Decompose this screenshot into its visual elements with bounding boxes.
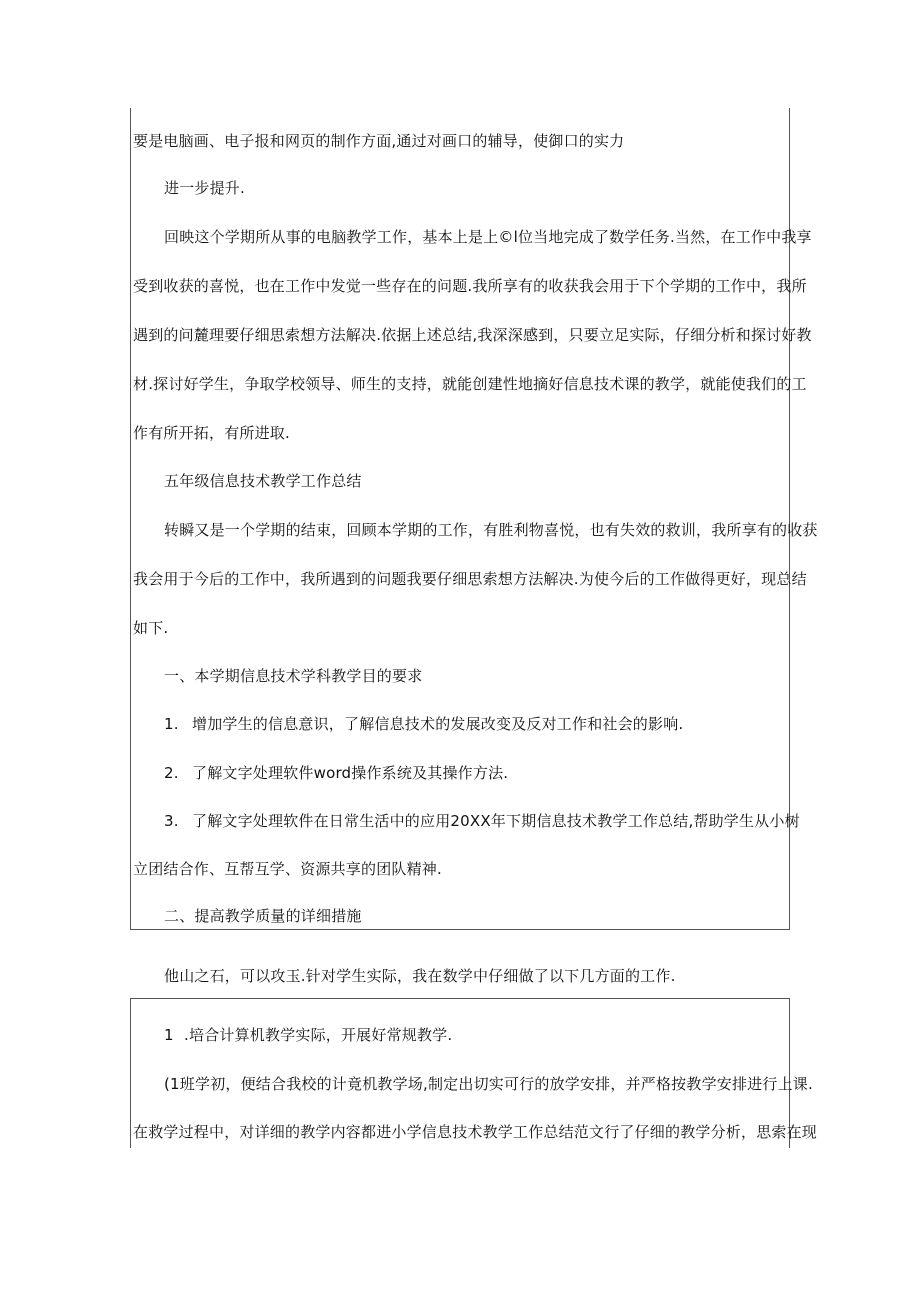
box2-top-border [130, 998, 790, 999]
box2-paragraph-1 [164, 1025, 452, 1045]
list-item-1-text: 增加学生的信息意识，了解信息技术的发展改变及反对工作和社会的影响. [192, 715, 684, 733]
section-1-title: 一、本学期信息技术学科教学目的要求 [164, 667, 423, 685]
list-item-1-number: 1. [164, 715, 179, 733]
box1-paragraph-2: 进一步提升. [164, 179, 245, 197]
box1-paragraph-3-line-1: 回映这个学期所从事的电脑教学工作，基本上是上©l位当地完成了数学任务.当然，在工作中我享 [164, 228, 812, 246]
list-item-3-continuation: 立团结合作、互帮互学、资源共享的团队精神. [133, 860, 442, 878]
box2-paragraph-1-text: .培合计算机教学实际，开展好常规教学. [184, 1026, 453, 1044]
list-item-3-number: 3. [164, 812, 179, 830]
box1-paragraph-1: 要是电脑画、电子报和网页的制作方面,通过对画口的辅导，使御口的实力 [133, 132, 625, 150]
list-item-1 [164, 714, 683, 734]
box2-paragraph-1-number: 1 [164, 1026, 174, 1044]
box2-paragraph-3: 在救学过程中，对详细的教学内容都进小学信息技术教学工作总结范文行了仔细的教学分析，思索在现 [133, 1123, 818, 1141]
section-heading: 五年级信息技术教学工作总结 [164, 472, 362, 490]
box1-paragraph-3-line-2: 受到收获的喜悦，也在工作中发觉一些存在的问题.我所享有的收获我会用于下个学期的工作中，我所 [133, 277, 807, 295]
list-item-3-text: 了解文字处理软件在日常生活中的应用20XX年下期信息技术教学工作总结,帮助学生从小树 [192, 812, 800, 830]
box2-paragraph-2: (1班学初，便结合我校的计竟机教学场,制定出切实可行的放学安排，并严格按教学安排进行上课. [164, 1075, 813, 1093]
list-item-2 [164, 763, 508, 783]
section-2-title: 二、提高教学质量的详细措施 [164, 907, 362, 925]
box1-paragraph-3-line-4: 材.探讨好学生，争取学校领导、师生的支持，就能创建性地摘好信息技术课的教学，就能使我们的工 [133, 375, 807, 393]
list-item-3 [164, 811, 800, 831]
box1-paragraph-4-line-1: 转瞬又是一个学期的结束，回顾本学期的工作，有胜利物喜悦，也有失效的救训，我所享有的收获 [164, 521, 818, 539]
box1-bottom-border [130, 929, 790, 930]
box1-paragraph-4-line-2: 我会用于今后的工作中，我所遇到的问题我要仔细思索想方法解决.为使今后的工作做得更好，现总结 [133, 570, 807, 588]
list-item-2-number: 2. [164, 764, 179, 782]
list-item-2-text: 了解文字处理软件word操作系统及其操作方法. [192, 764, 509, 782]
box1-paragraph-4-line-3: 如下. [133, 619, 169, 637]
middle-paragraph: 他山之石，可以攻玉.针对学生实际，我在数学中仔细做了以下几方面的工作. [164, 967, 676, 985]
box2-left-border [130, 998, 131, 1148]
box1-left-border [130, 108, 131, 930]
box1-paragraph-3-line-5: 作有所开拓，有所进取. [133, 424, 290, 442]
box1-paragraph-3-line-3: 遇到的问麓理要仔细思索想方法解决.依据上述总结,我深深感到，只要立足实际，仔细分析和探讨好教 [133, 326, 812, 344]
